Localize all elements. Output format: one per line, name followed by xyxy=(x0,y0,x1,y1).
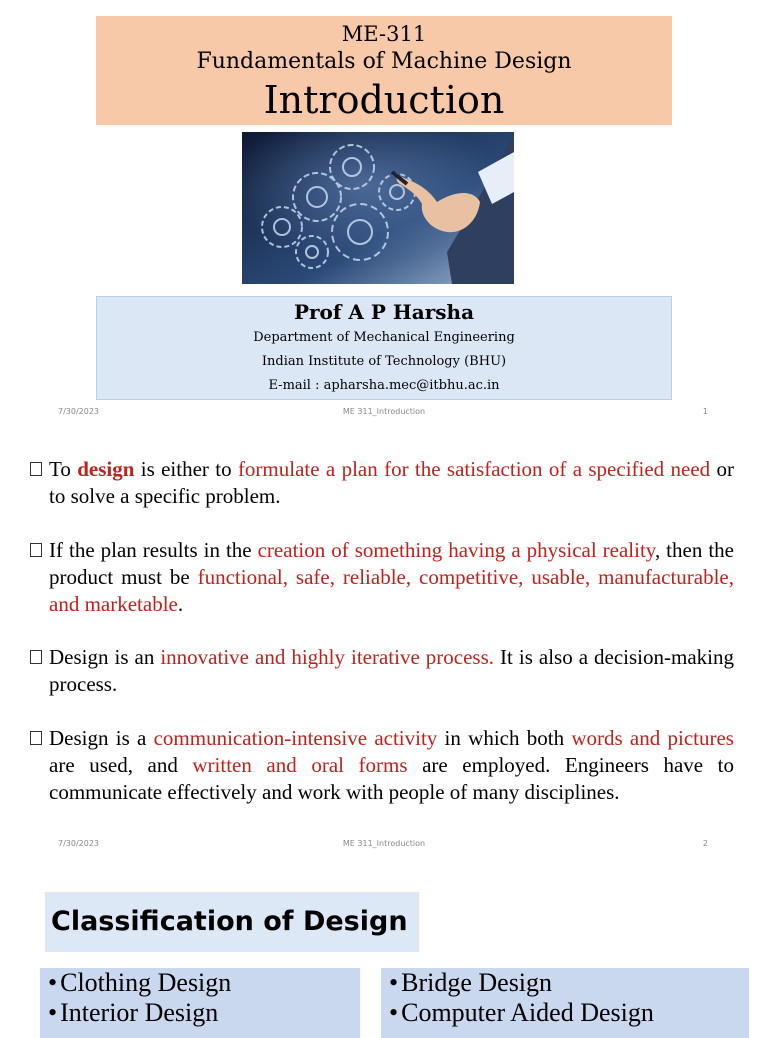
slide-footer xyxy=(0,839,768,851)
body-text: is either to xyxy=(134,457,238,481)
body-text: Design is a xyxy=(49,726,154,750)
bullet-item xyxy=(30,456,734,510)
body-text: or to solve a specific problem. xyxy=(49,457,735,508)
bullet-box-icon xyxy=(30,543,42,557)
list-item: • Interior Design xyxy=(40,998,360,1028)
body-text: Design is an xyxy=(49,645,161,669)
bullet-text xyxy=(49,537,734,618)
body-text: If the plan results in the xyxy=(49,538,258,562)
course-code: ME-311 xyxy=(341,22,427,46)
body-text: in which both xyxy=(437,726,572,750)
bullet-item xyxy=(30,537,734,618)
body-text: are used, and xyxy=(49,753,193,777)
body-text: , then the product must be xyxy=(49,538,734,589)
bullet-text xyxy=(49,644,734,698)
body-text: . xyxy=(177,592,184,616)
list-item: • Computer Aided Design xyxy=(381,998,749,1028)
footer-title: ME 311_Introduction xyxy=(342,839,426,848)
author-info-box xyxy=(96,296,672,400)
highlight-text: creation of something having a physical reality xyxy=(257,538,655,562)
highlight-text: written and oral forms xyxy=(192,753,408,777)
highlight-text: communication-intensive activity xyxy=(153,726,438,750)
slide-1 xyxy=(0,0,768,432)
bullet-box-icon xyxy=(30,731,42,745)
title-banner xyxy=(96,16,672,125)
highlight-text: formulate a plan for the satisfaction of a specified need xyxy=(237,457,711,481)
highlight-text: innovative and highly iterative process. xyxy=(160,645,495,669)
footer-title: ME 311_Introduction xyxy=(342,407,426,416)
list-item: • Bridge Design xyxy=(381,968,749,998)
highlight-text: words and pictures xyxy=(571,726,734,750)
institute: Indian Institute of Technology (BHU) xyxy=(261,354,507,369)
body-text: To xyxy=(49,457,78,481)
classification-title: Classification of Design xyxy=(45,892,419,952)
gears-illustration xyxy=(242,132,514,284)
footer-date: 7/30/2023 xyxy=(58,839,100,848)
emphasis-text: design xyxy=(77,457,135,481)
classification-list-right xyxy=(381,968,749,1038)
footer-date: 7/30/2023 xyxy=(58,407,100,416)
bullet-text xyxy=(49,456,734,510)
gears-hand-image xyxy=(242,132,514,284)
bullet-box-icon xyxy=(30,462,42,476)
body-text: It is also a decision-making process. xyxy=(49,645,734,696)
highlight-text: functional, safe, reliable, competitive, usable, manufacturable, and marketable xyxy=(49,565,735,616)
slide-title: Introduction xyxy=(263,78,505,122)
page-number: 2 xyxy=(702,839,708,848)
bullet-item xyxy=(30,725,734,806)
email: E-mail : apharsha.mec@itbhu.ac.in xyxy=(268,378,500,393)
bullet-text xyxy=(49,725,734,806)
bullet-box-icon xyxy=(30,650,42,664)
body-text: are employed. Engineers have to communicate effectively and work with people of many disciplines. xyxy=(49,753,734,804)
course-name: Fundamentals of Machine Design xyxy=(196,49,572,74)
slide-3 xyxy=(0,864,768,1027)
page-number: 1 xyxy=(702,407,708,416)
department: Department of Mechanical Engineering xyxy=(253,330,515,345)
list-item: • Clothing Design xyxy=(40,968,360,998)
classification-list-left xyxy=(40,968,360,1038)
bullet-item xyxy=(30,644,734,698)
slide-footer xyxy=(0,407,768,419)
slide-2 xyxy=(0,432,768,864)
author-name: Prof A P Harsha xyxy=(293,300,475,324)
